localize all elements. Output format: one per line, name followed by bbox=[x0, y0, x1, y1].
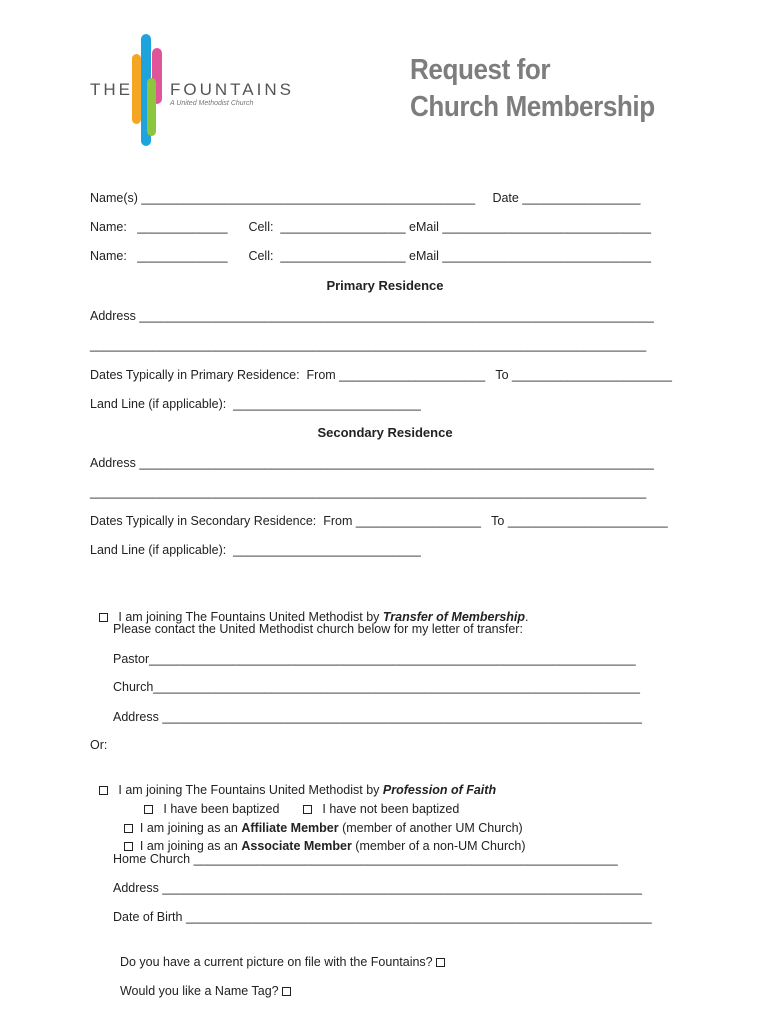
primary-residence-heading: Primary Residence bbox=[326, 278, 444, 293]
faith-label: I am joining The Fountains United Methodist by bbox=[118, 783, 383, 797]
primary-landline-field[interactable]: Land Line (if applicable): ___________________________ bbox=[90, 397, 421, 411]
transfer-emphasis: Transfer of Membership bbox=[382, 610, 526, 624]
associate-checkbox[interactable] bbox=[124, 842, 133, 851]
associate-emphasis: Associate Member bbox=[241, 839, 352, 853]
title-line-1: Request for bbox=[410, 54, 551, 86]
not-baptized-label: I have not been baptized bbox=[322, 802, 460, 816]
transfer-checkbox[interactable] bbox=[99, 613, 108, 622]
associate-label: I am joining as an bbox=[139, 839, 242, 853]
picture-question-label: Do you have a current picture on file with the Fountains? bbox=[119, 955, 433, 969]
affiliate-note: (member of another UM Church) bbox=[338, 821, 523, 835]
primary-dates-field[interactable]: Dates Typically in Primary Residence: From _____________________ To _______________________ bbox=[90, 368, 672, 382]
picture-checkbox[interactable] bbox=[436, 958, 445, 967]
fountains-logo bbox=[90, 34, 294, 146]
baptized-label: I have been baptized bbox=[163, 802, 280, 816]
secondary-dates-field[interactable]: Dates Typically in Secondary Residence: From __________________ To _______________________ bbox=[90, 514, 668, 528]
names-date-field[interactable]: Name(s) ________________________________________________ Date _________________ bbox=[90, 191, 641, 205]
logo-the: THE bbox=[90, 80, 133, 99]
associate-option bbox=[117, 822, 526, 854]
secondary-address-field[interactable]: Address __________________________________________________________________________ bbox=[90, 456, 654, 470]
transfer-label: I am joining The Fountains United Methodist by bbox=[118, 610, 383, 624]
pastor-field[interactable]: Pastor______________________________________________________________________ bbox=[113, 652, 636, 666]
logo-tagline: A United Methodist Church bbox=[170, 100, 254, 107]
logo-bar-green bbox=[147, 78, 156, 136]
picture-question bbox=[113, 938, 445, 970]
affiliate-label: I am joining as an bbox=[139, 821, 242, 835]
primary-address-line-2[interactable]: ________________________________________________________________________________ bbox=[90, 338, 647, 352]
affiliate-emphasis: Affiliate Member bbox=[241, 821, 339, 835]
logo-bars-icon bbox=[130, 34, 170, 146]
faith-emphasis: Profession of Faith bbox=[382, 783, 497, 797]
logo-bar-orange bbox=[132, 54, 141, 124]
or-label: Or: bbox=[90, 738, 108, 752]
logo-name: FOUNTAINS bbox=[170, 80, 294, 99]
associate-note: (member of a non-UM Church) bbox=[351, 839, 526, 853]
church-field[interactable]: Church______________________________________________________________________ bbox=[113, 680, 640, 694]
home-church-field[interactable]: Home Church _____________________________________________________________ bbox=[113, 852, 618, 866]
transfer-period: . bbox=[525, 610, 529, 624]
transfer-address-field[interactable]: Address _____________________________________________________________________ bbox=[113, 710, 643, 724]
name-cell-email-row-2[interactable]: Name: _____________ Cell: __________________ eMail ______________________________ bbox=[90, 249, 651, 263]
name-cell-email-row-1[interactable]: Name: _____________ Cell: __________________ eMail ______________________________ bbox=[90, 220, 651, 234]
faith-checkbox[interactable] bbox=[99, 786, 108, 795]
secondary-address-line-2[interactable]: ________________________________________________________________________________ bbox=[90, 485, 647, 499]
title-line-2: Church Membership bbox=[410, 91, 655, 123]
faith-address-field[interactable]: Address _____________________________________________________________________ bbox=[113, 881, 643, 895]
secondary-landline-field[interactable]: Land Line (if applicable): ___________________________ bbox=[90, 543, 421, 557]
document-title bbox=[410, 52, 655, 126]
secondary-residence-heading: Secondary Residence bbox=[317, 425, 453, 440]
primary-address-field[interactable]: Address __________________________________________________________________________ bbox=[90, 309, 654, 323]
name-tag-label: Would you like a Name Tag? bbox=[119, 984, 279, 998]
transfer-contact-text: Please contact the United Methodist church below for my letter of transfer: bbox=[113, 622, 523, 636]
name-tag-question bbox=[113, 967, 291, 999]
date-of-birth-field[interactable]: Date of Birth ___________________________________________________________________ bbox=[113, 910, 652, 924]
name-tag-checkbox[interactable] bbox=[282, 987, 291, 996]
